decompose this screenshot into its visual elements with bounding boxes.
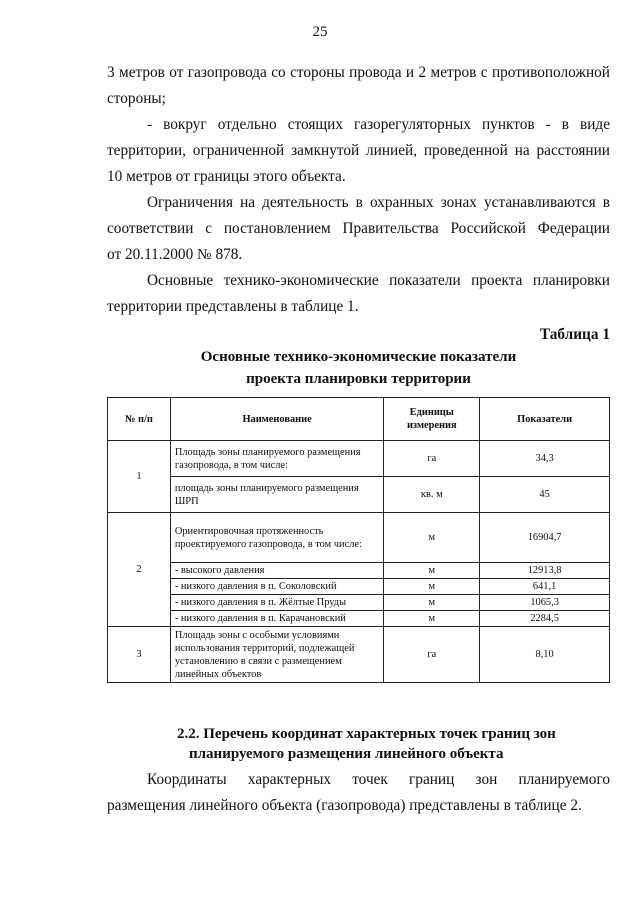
paragraph-line: Основные технико-экономические показатели проекта планировки (147, 272, 610, 289)
row-unit: м (384, 611, 480, 627)
row-name: - низкого давления в п. Соколовский (170, 579, 384, 595)
paragraph-line: размещения линейного объекта (газопровода) представлены в таблице 2. (107, 797, 582, 814)
table-title (107, 346, 610, 390)
section-title-line: 2.2. Перечень координат характерных точек границ зон (177, 726, 556, 742)
table-title-line: Основные технико-экономические показатели (200, 349, 517, 365)
row-unit: м (384, 595, 480, 611)
row-num: 2 (108, 513, 171, 627)
section-text (107, 767, 610, 819)
row-name: Площадь зоны планируемого размещения газопровода, в том числе: (170, 441, 384, 477)
section-title (107, 724, 610, 764)
table-row (108, 563, 610, 579)
row-unit: кв. м (384, 477, 480, 513)
table-title-line: проекта планировки территории (246, 371, 471, 387)
paragraph-line: от 20.11.2000 № 878. (107, 246, 243, 263)
row-unit: м (384, 513, 480, 563)
row-value: 16904,7 (480, 513, 610, 563)
row-unit: м (384, 563, 480, 579)
paragraph-line: Координаты характерных точек границ зон планируемого (147, 771, 610, 788)
paragraph-line: - вокруг отдельно стоящих газорегуляторных пунктов - в виде (147, 116, 610, 133)
paragraph-line: территории представлены в таблице 1. (107, 298, 359, 315)
row-name: площадь зоны планируемого размещения ШРП (170, 477, 384, 513)
row-unit: га (384, 627, 480, 683)
table-row (108, 595, 610, 611)
row-name: - высокого давления (170, 563, 384, 579)
indicators-table (107, 397, 610, 683)
paragraph-line: стороны; (107, 90, 166, 107)
row-name: Площадь зоны с особыми условиями использования территорий, подлежащей установлению в связи с размещением линейных объектов (170, 627, 384, 683)
header-unit: Единицы измерения (384, 398, 480, 441)
row-num: 3 (108, 627, 171, 683)
row-value: 2284,5 (480, 611, 610, 627)
row-value: 45 (480, 477, 610, 513)
table-row (108, 627, 610, 683)
header-name: Наименование (170, 398, 384, 441)
table-row (108, 579, 610, 595)
paragraph-line: 3 метров от газопровода со стороны провода и 2 метров с противоположной (107, 64, 610, 81)
table-row (108, 477, 610, 513)
table-caption: Таблица 1 (539, 326, 610, 343)
table-row (108, 513, 610, 563)
row-value: 8,10 (480, 627, 610, 683)
header-num: № п/п (108, 398, 171, 441)
intro-text (107, 60, 610, 320)
row-name: - низкого давления в п. Карачановский (170, 611, 384, 627)
row-name: - низкого давления в п. Жёлтые Пруды (170, 595, 384, 611)
row-value: 1065,3 (480, 595, 610, 611)
row-value: 641,1 (480, 579, 610, 595)
row-num: 1 (108, 441, 171, 513)
paragraph-line: 10 метров от границы этого объекта. (107, 168, 346, 185)
row-value: 12913,8 (480, 563, 610, 579)
header-value: Показатели (480, 398, 610, 441)
row-name: Ориентировочная протяженность проектируемого газопровода, в том числе: (170, 513, 384, 563)
table-header-row (108, 398, 610, 441)
section-title-line: планируемого размещения линейного объекта (189, 746, 504, 762)
table-row (108, 441, 610, 477)
paragraph-line: соответствии с постановлением Правительства Российской Федерации (107, 220, 610, 237)
row-value: 34,3 (480, 441, 610, 477)
page-number: 25 (312, 24, 328, 40)
row-unit: га (384, 441, 480, 477)
paragraph-line: Ограничения на деятельность в охранных зонах устанавливаются в (147, 194, 610, 211)
row-unit: м (384, 579, 480, 595)
table-row (108, 611, 610, 627)
paragraph-line: территории, ограниченной замкнутой линией, проведенной на расстоянии (107, 142, 610, 159)
